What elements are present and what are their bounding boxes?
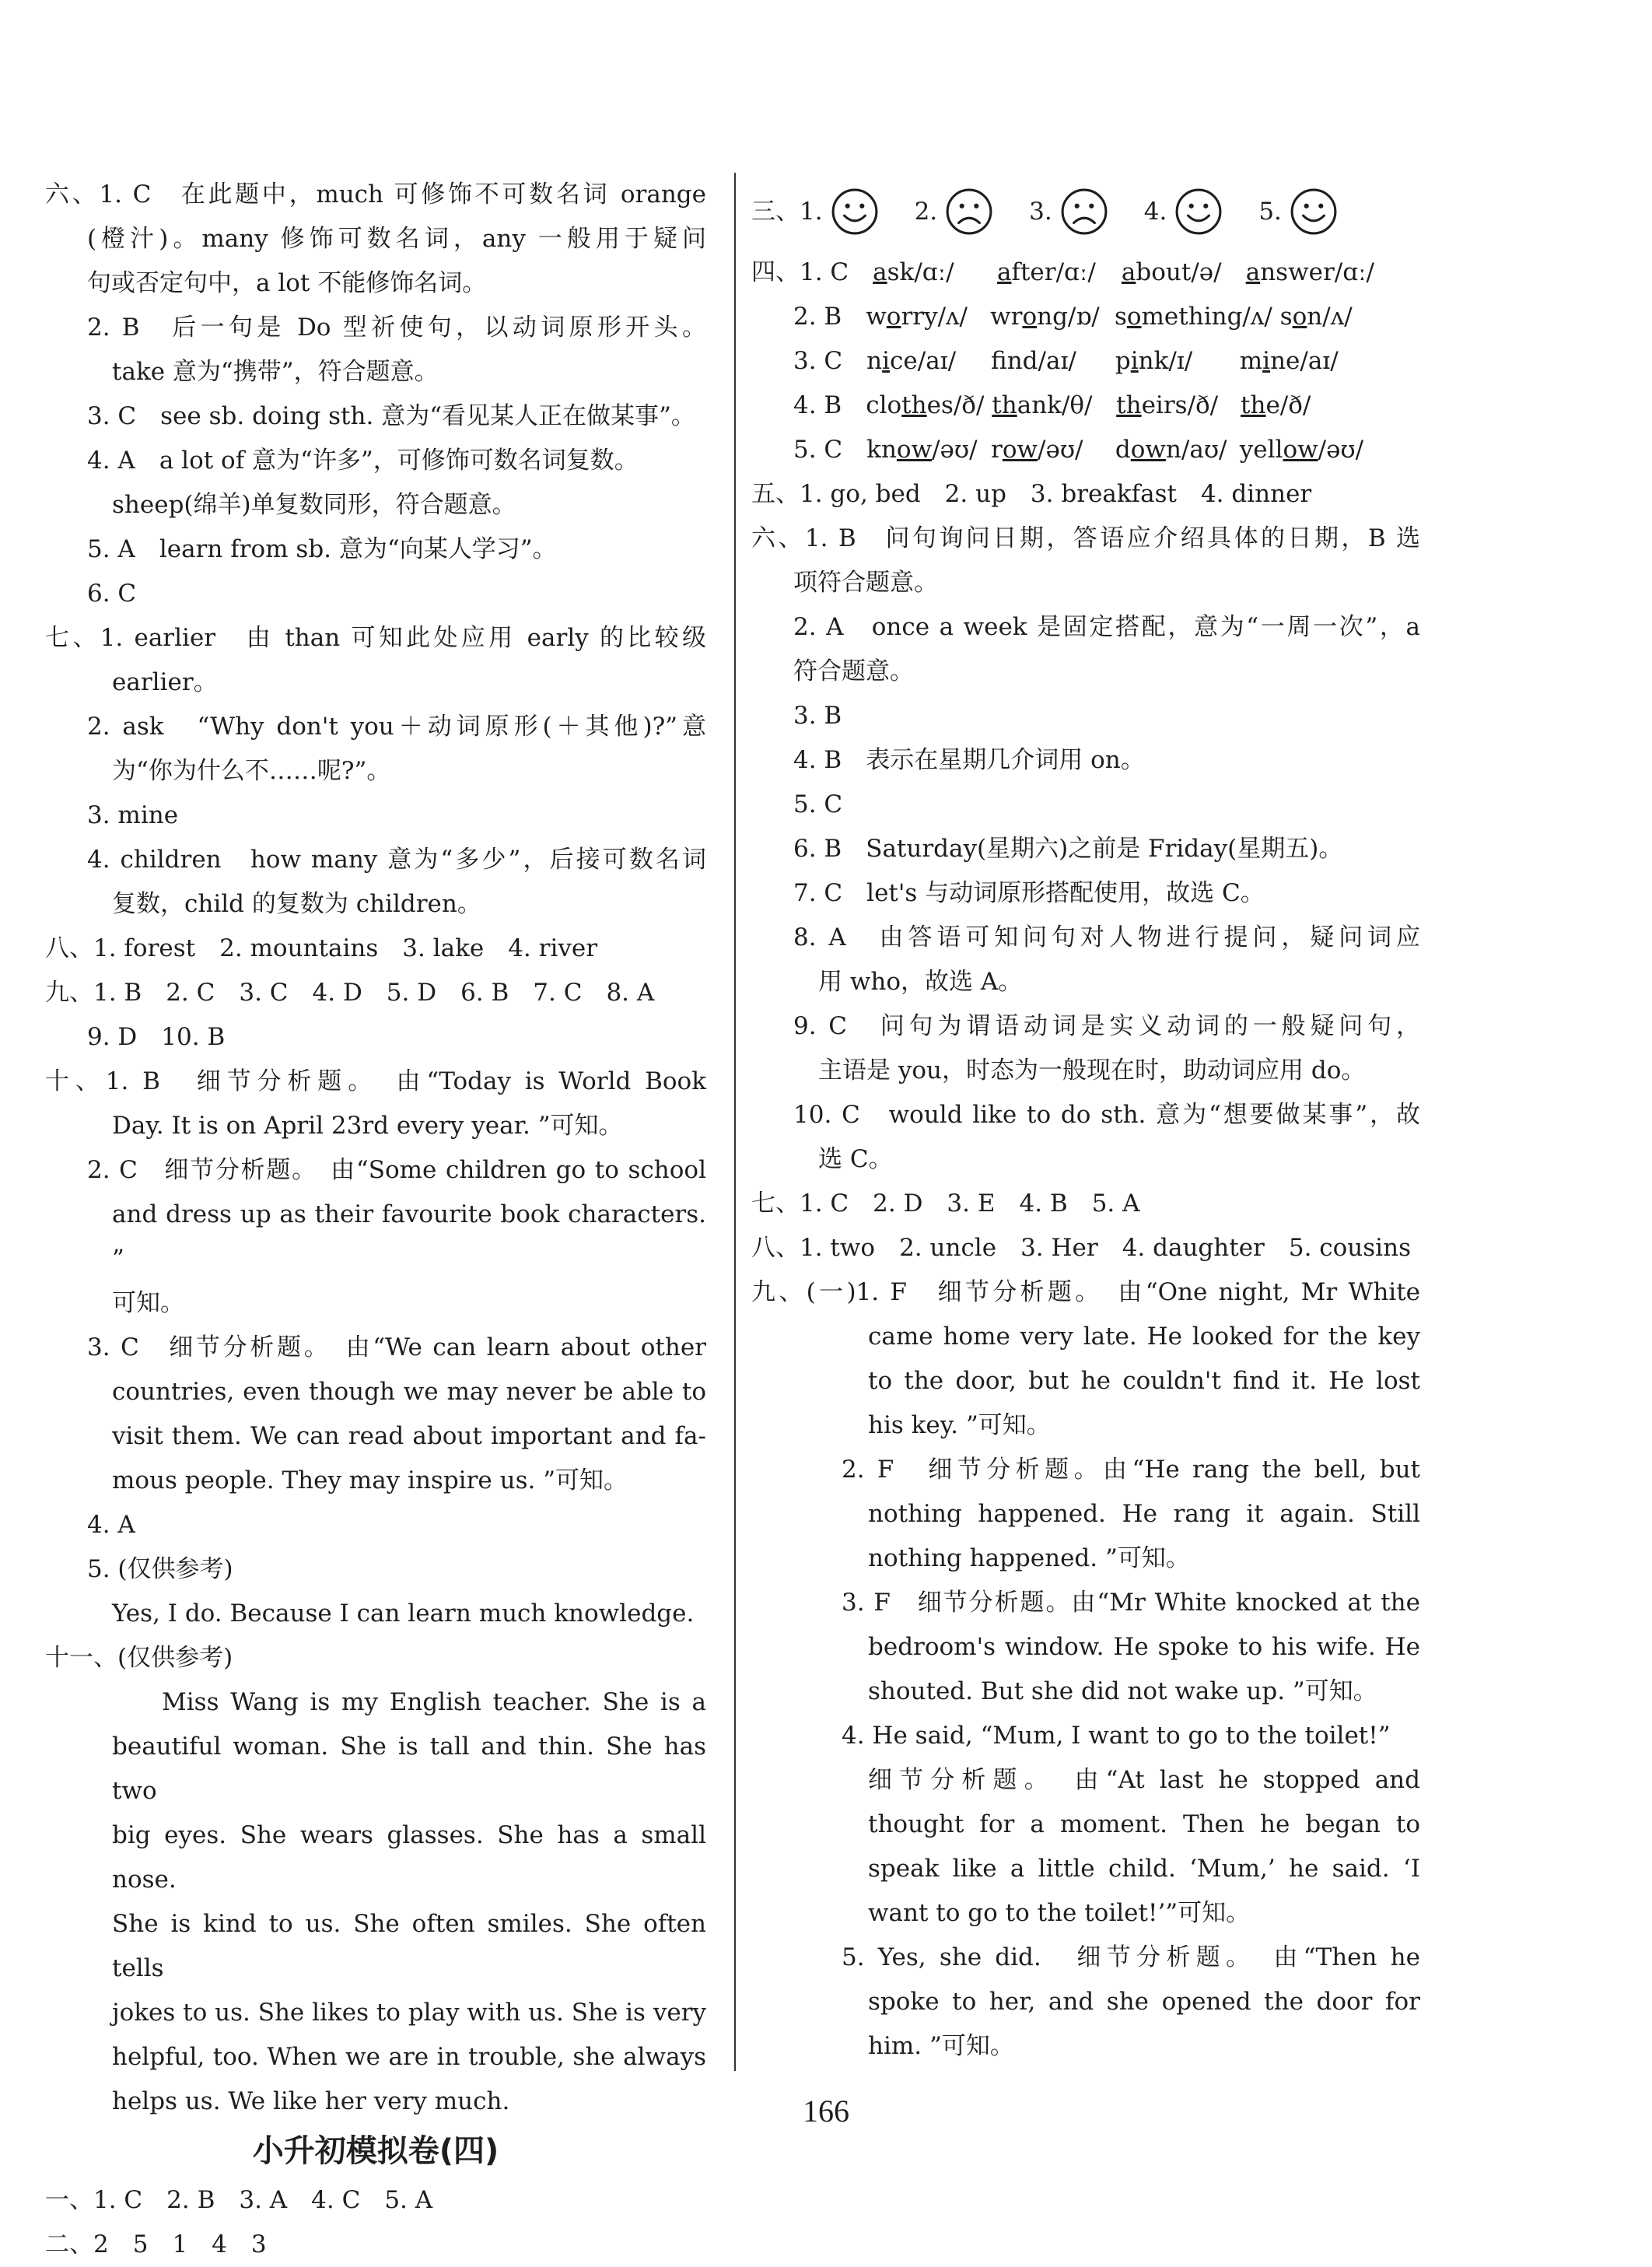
right-column	[751, 173, 1420, 2069]
answer-line: want to go to the toilet!’”可知。	[868, 1899, 1251, 1927]
underlined-letters: th	[901, 391, 927, 419]
answer-line: and dress up as their favourite book characters. ”	[112, 1200, 706, 1273]
item-number: 3.	[1029, 197, 1052, 226]
underlined-letters: i	[1130, 347, 1139, 375]
underlined-letters: a	[997, 258, 1012, 286]
underlined-letters: o	[886, 303, 901, 331]
underlined-letters: o	[1126, 303, 1142, 331]
answer-line: 5. (仅供参考)	[87, 1555, 233, 1583]
answer-line: 主语是 you，时态为一般现在时，助动词应用 do。	[818, 1056, 1366, 1084]
word-part: ank/θ/	[1017, 391, 1093, 419]
underlined-letters: th	[992, 391, 1017, 419]
word-part: yell	[1239, 436, 1283, 464]
answer-line: 7. C let's 与动词原形搭配使用，故选 C。	[793, 879, 1265, 907]
section-title: 小升初模拟卷(四)	[252, 2133, 499, 2169]
answer-line: 2. C 细节分析题。 由“Some children go to school	[87, 1156, 706, 1184]
phonetics-row	[751, 339, 1420, 384]
word-part: n	[866, 347, 883, 375]
answer-line: 六、1. B 问句询问日期，答语应介绍具体的日期，B 选	[751, 524, 1420, 552]
word-part: ce/aɪ/	[890, 347, 957, 375]
frowning-face-icon	[1060, 187, 1108, 236]
smiling-face-icon	[1174, 187, 1223, 236]
item-number: 5.	[1258, 197, 1282, 226]
answer-label: 3. C	[793, 347, 843, 375]
underlined-letters: o	[1022, 303, 1038, 331]
answer-line: 七、1. C 2. D 3. E 4. B 5. A	[751, 1190, 1140, 1218]
phonetic-word	[1241, 384, 1357, 428]
phonetic-word	[1240, 428, 1363, 472]
item-number: 1.	[800, 197, 823, 226]
underlined-letters: ow	[1002, 436, 1038, 464]
phonetic-word	[866, 428, 983, 472]
answer-line: countries, even though we may never be able to	[112, 1378, 706, 1406]
answer-label: 5. C	[793, 436, 843, 464]
word-part: ne/aɪ/	[1270, 347, 1339, 375]
word-part: ng/ɒ/	[1037, 303, 1100, 331]
answer-line: to the door, but he couldn't find it. He lost	[868, 1367, 1420, 1395]
word-part: sk/ɑː/	[887, 258, 954, 286]
phonetic-word	[992, 384, 1108, 428]
answer-line: Miss Wang is my English teacher. She is a	[162, 1688, 706, 1716]
answer-line: 二、2 5 1 4 3	[45, 2230, 267, 2258]
word-part: eirs/ð/	[1141, 391, 1219, 419]
word-part: n/aʊ/	[1165, 436, 1227, 464]
phonetic-word	[991, 428, 1108, 472]
answer-line: thought for a moment. Then he began to	[868, 1810, 1420, 1838]
answer-line: 十、1. B 细节分析题。 由“Today is World Book	[45, 1067, 706, 1095]
answer-line: 6. B Saturday(星期六)之前是 Friday(星期五)。	[793, 835, 1343, 863]
phonetics-block	[751, 251, 1420, 472]
section-label: 三、	[751, 197, 800, 226]
answer-line: nothing happened. ”可知。	[868, 1544, 1190, 1572]
answer-line: 4. He said, “Mum, I want to go to the toilet!”	[842, 1722, 1391, 1750]
phonetic-word	[1115, 339, 1232, 384]
answer-line: 6. C	[87, 580, 137, 608]
word-part: m	[1239, 347, 1263, 375]
underlined-letters: th	[1116, 391, 1142, 419]
word-part: clo	[866, 391, 902, 419]
answer-line: 2. F 细节分析题。由“He rang the bell, but	[842, 1456, 1420, 1484]
answer-line: 用 who，故选 A。	[818, 968, 1023, 996]
item-number: 4.	[1143, 197, 1167, 226]
word-part: fter/ɑː/	[1011, 258, 1096, 286]
answer-line: him. ”可知。	[868, 2032, 1014, 2060]
answer-line: 一、1. C 2. B 3. A 4. C 5. A	[45, 2186, 433, 2214]
word-part: w	[866, 303, 887, 331]
smiling-face-icon	[1290, 187, 1338, 236]
answer-line: 细节分析题。 由“At last he stopped and	[868, 1766, 1420, 1794]
answer-line: bedroom's window. He spoke to his wife. He	[868, 1633, 1420, 1661]
word-part: bout/ə/	[1136, 258, 1222, 286]
underlined-letters: a	[1121, 258, 1136, 286]
word-part: s	[1279, 303, 1293, 331]
word-part: e/ð/	[1265, 391, 1311, 419]
word-part: n/ʌ/	[1307, 303, 1353, 331]
phonetic-word	[866, 295, 982, 339]
answer-line: 2. ask “Why don't you＋动词原形(＋其他)?”意	[87, 713, 706, 741]
underlined-letters: i	[882, 347, 891, 375]
word-part: kn	[866, 436, 897, 464]
answer-line: 句或否定句中，a lot 不能修饰名词。	[87, 269, 487, 297]
phonetic-word	[873, 251, 989, 295]
phonetic-word	[1280, 295, 1397, 339]
answer-line: 3. C 细节分析题。 由“We can learn about other	[87, 1333, 706, 1361]
answer-line: 3. F 细节分析题。由“Mr White knocked at the	[842, 1589, 1420, 1617]
answer-line: Yes, I do. Because I can learn much knowledge.	[112, 1600, 695, 1628]
answer-line: helps us. We like her very much.	[112, 2087, 510, 2115]
answer-label: 2. B	[793, 303, 842, 331]
answer-line: 4. B 表示在星期几介词用 on。	[793, 746, 1145, 774]
phonetic-word	[1115, 428, 1232, 472]
answer-line: 9. D 10. B	[87, 1023, 226, 1051]
answer-line: visit them. We can read about important and fa-	[112, 1422, 706, 1450]
word-part: es/ð/	[926, 391, 985, 419]
answer-line: 九、1. B 2. C 3. C 4. D 5. D 6. B 7. C 8. A	[45, 979, 655, 1007]
answer-line: 2. B 后一句是 Do 型祈使句，以动词原形开头。	[87, 314, 706, 342]
answer-line: beautiful woman. She is tall and thin. She has two	[112, 1733, 706, 1805]
answer-line: She is kind to us. She often smiles. She often tells	[112, 1910, 706, 1982]
answer-line: sheep(绵羊)单复数同形，符合题意。	[112, 491, 516, 519]
answer-line: shouted. But she did not wake up. ”可知。	[868, 1677, 1377, 1705]
underlined-letters: th	[1241, 391, 1266, 419]
answer-line: 六、1. C 在此题中，much 可修饰不可数名词 orange	[45, 180, 706, 208]
answer-line: 3. mine	[87, 801, 179, 829]
phonetic-word	[991, 339, 1108, 384]
word-part: mething/ʌ/	[1141, 303, 1272, 331]
phonetics-row	[751, 428, 1420, 472]
answer-line: 为“你为什么不……呢?”。	[112, 757, 391, 785]
word-part: /əʊ/	[932, 436, 978, 464]
underlined-letters: i	[1262, 347, 1271, 375]
word-part: d	[1115, 436, 1131, 464]
answer-line: 9. C 问句为谓语动词是实义动词的一般疑问句，	[793, 1012, 1420, 1040]
item-number: 2.	[914, 197, 938, 226]
answer-line: his key. ”可知。	[868, 1411, 1051, 1439]
answer-line: earlier。	[112, 668, 218, 696]
answer-line: big eyes. She wears glasses. She has a small nose.	[112, 1821, 706, 1894]
answer-line: 5. Yes, she did. 细节分析题。 由“Then he	[842, 1943, 1420, 1971]
answer-line: 九、(一)1. F 细节分析题。 由“One night, Mr White	[751, 1278, 1420, 1306]
phonetic-word	[997, 251, 1114, 295]
word-part: /əʊ/	[1318, 436, 1364, 464]
word-part: nswer/ɑː/	[1260, 258, 1374, 286]
frowning-face-icon	[945, 187, 993, 236]
answer-line: 3. C see sb. doing sth. 意为“看见某人正在做某事”。	[87, 402, 695, 430]
answer-line: 4. children how many 意为“多少”，后接可数名词	[87, 846, 706, 874]
phonetic-word	[1240, 339, 1356, 384]
answer-line: speak like a little child. ‘Mum,’ he said. ‘I	[868, 1855, 1420, 1883]
answer-line: nothing happened. He rang it again. Still	[868, 1500, 1420, 1528]
answer-line: 10. C would like to do sth. 意为“想要做某事”，故	[793, 1101, 1420, 1129]
phonetic-word	[990, 295, 1107, 339]
answer-line: Day. It is on April 23rd every year. ”可知。	[112, 1112, 623, 1140]
underlined-letters: ow	[896, 436, 933, 464]
answer-line: 8. A 由答语可知问句对人物进行提问，疑问词应	[793, 923, 1420, 951]
answer-line: helpful, too. When we are in trouble, she always	[112, 2043, 706, 2071]
phonetics-row	[751, 384, 1420, 428]
left-column	[45, 173, 706, 2267]
answer-line: 八、1. two 2. uncle 3. Her 4. daughter 5. cousins	[751, 1234, 1411, 1262]
smiley-row	[751, 173, 1420, 251]
word-part: r	[991, 436, 1003, 464]
underlined-letters: ow	[1283, 436, 1318, 464]
phonetics-row	[751, 251, 1420, 295]
answer-line: take 意为“携带”，符合题意。	[112, 358, 439, 386]
phonetic-word	[866, 384, 984, 428]
word-part: /əʊ/	[1038, 436, 1083, 464]
answer-line: 十一、(仅供参考)	[45, 1644, 233, 1672]
answer-line: 复数，child 的复数为 children。	[112, 890, 481, 918]
answer-label: 四、1. C	[751, 258, 849, 286]
answer-line: 4. A a lot of 意为“许多”，可修饰可数名词复数。	[87, 447, 639, 475]
answer-line: 5. C	[793, 790, 843, 818]
page-number: 166	[803, 2094, 849, 2129]
answer-line: 2. A once a week 是固定搭配，意为“一周一次”，a	[793, 613, 1420, 641]
answer-line: 5. A learn from sb. 意为“向某人学习”。	[87, 535, 557, 563]
answer-line: came home very late. He looked for the key	[868, 1323, 1420, 1351]
answer-line: 4. A	[87, 1511, 135, 1539]
answer-line: 项符合题意。	[793, 569, 938, 597]
answer-line: 八、1. forest 2. mountains 3. lake 4. river	[45, 934, 598, 962]
word-part: nd/aɪ/	[1006, 347, 1076, 375]
answer-label: 4. B	[793, 391, 842, 419]
phonetics-row	[751, 295, 1420, 339]
phonetic-word	[1122, 251, 1238, 295]
answer-line: (橙汁)。many 修饰可数名词，any 一般用于疑问	[87, 225, 706, 253]
column-divider	[734, 173, 736, 2071]
answer-line: mous people. They may inspire us. ”可知。	[112, 1466, 628, 1494]
answer-line: 可知。	[112, 1289, 184, 1317]
answer-line: spoke to her, and she opened the door for	[868, 1988, 1420, 2016]
underlined-letters: a	[1245, 258, 1261, 286]
phonetic-word	[1115, 295, 1272, 339]
word-part: p	[1115, 347, 1131, 375]
word-part: wr	[990, 303, 1023, 331]
answer-line: 符合题意。	[793, 657, 914, 685]
right-answers	[751, 472, 1420, 2069]
underlined-letters: a	[873, 258, 887, 286]
underlined-letters: o	[1292, 303, 1307, 331]
phonetic-word	[1116, 384, 1233, 428]
answer-line: 五、1. go, bed 2. up 3. breakfast 4. dinner	[751, 480, 1312, 508]
word-part: s	[1114, 303, 1127, 331]
phonetic-word	[1246, 251, 1374, 295]
answer-line: 七、1. earlier 由 than 可知此处应用 early 的比较级	[45, 624, 706, 652]
answer-line: jokes to us. She likes to play with us. She is very	[112, 1999, 707, 2027]
answer-line: 3. B	[793, 702, 842, 730]
underlined-letters: ow	[1130, 436, 1166, 464]
word-part: f	[991, 347, 1007, 375]
phonetic-word	[866, 339, 983, 384]
answer-line: 选 C。	[818, 1145, 893, 1173]
word-part: nk/ɪ/	[1138, 347, 1193, 375]
smiling-face-icon	[831, 187, 879, 236]
word-part: rry/ʌ/	[901, 303, 968, 331]
